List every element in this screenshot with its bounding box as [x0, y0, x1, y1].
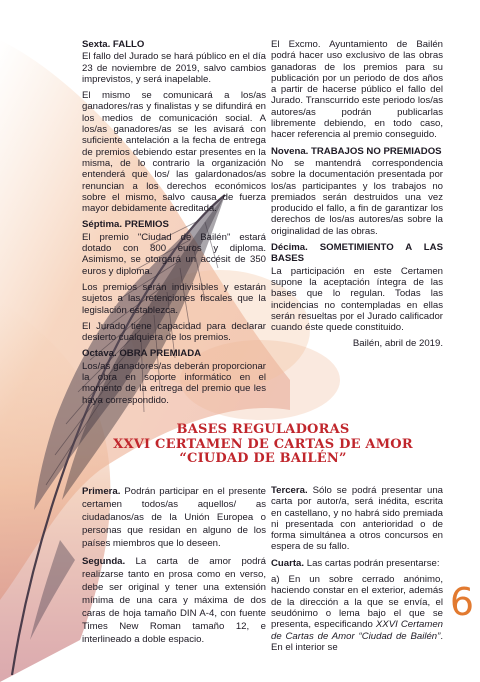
signature-date: Bailén, abril de 2019. — [352, 338, 443, 350]
document-title — [80, 423, 446, 467]
paragraph-tercera — [271, 485, 443, 553]
page-number: 6 — [449, 580, 475, 624]
paragraph-text: . En el interior se — [271, 630, 443, 653]
section-heading-sexta: Sexta. FALLO — [82, 39, 145, 50]
paragraph-text: Sólo se podrá presentar una carta por autor/a, será inédita, escrita en castellano, y no habrá sido premiada ni presentada con anterioridad o de forma simultánea a otros concursos en espera de su fallo. — [271, 485, 443, 553]
paragraph: Los premios serán indivisibles y estarán sujetos a las retenciones fiscales que la legislación establezca. — [82, 281, 266, 316]
paragraph-segunda — [82, 555, 266, 646]
paragraph-text: La carta de amor podrá realizarse tanto en prosa como en verso, debe ser original y tener una extensión mínima de una cara y máxima de dos caras de hoja tamaño DIN A-4, con fuente Times New Roman tamaño 12, e interlineado a doble espacio. — [82, 556, 266, 645]
paragraph: La participación en este Certamen supone la aceptación íntegra de las bases que lo regulan. Todas las incidencias no contempladas en ellas serán resueltas por el Jurado calificador cuando éste quede constituido. — [271, 265, 443, 334]
paragraph: El Jurado tiene capacidad para declarar desierto cualquiera de los premios. — [82, 320, 266, 344]
paragraph-cuarta-a — [271, 574, 443, 653]
title-line-1: BASES REGULADORAS — [176, 422, 350, 437]
paragraph: El mismo se comunicará a los/as ganadores/ras y finalistas y se difundirá en los medios de comunicación social. A los/as ganadores/as se les avisará con suficiente antelación a la fecha de entrega de premios debiendo estar presentes en la misma, de lo contrario la organización entenderá que los/ las galardonados/as renuncian a los derechos económicos sobre el mismo, salvo causa de fuerza mayor debidamente acreditada. — [82, 90, 266, 215]
paragraph-cuarta — [271, 558, 443, 569]
section-heading-decima: Décima. SOMETIMIENTO A LAS BASES — [271, 242, 443, 265]
paragraph: No se mantendrá correspondencia sobre la documentación presentada por los/as participantes y los trabajos no premiados serán destruidos una vez producido el fallo, a fin de garantizar los derechos de los/as autores/as sobre la originalidad de las obras. — [271, 157, 443, 237]
paragraph: Los/as ganadores/as deberán proporcionar la obra en soporte informático en el momento de la entrega del premio que les haya correspondido. — [82, 360, 266, 406]
title-line-2: XXVI CERTAMEN DE CARTAS DE AMOR — [113, 436, 413, 452]
rules-column-top-right — [271, 39, 443, 355]
section-heading-cuarta: Cuarta. — [271, 557, 305, 569]
section-heading-octava: Octava. OBRA PREMIADA — [82, 348, 202, 360]
paragraph: El Excmo. Ayuntamiento de Bailén podrá hacer uso exclusivo de las obras ganadoras de los premios para su publicación por un periodo de dos años a partir de hacerse público el fallo del Jurado. Transcurrido este periodo los/as autores/as podrán publicarlas libremente debiendo, en todo caso, hacer referencia al premio conseguido. — [271, 39, 443, 141]
paragraph: El premio "Ciudad de Bailén" estará dotado con 800 euros y diploma. Asimismo, se otorgará un accésit de 350 euros y diploma. — [82, 231, 266, 277]
rules-column-bottom-right — [271, 485, 443, 658]
paragraph: El fallo del Jurado se hará público en el día 23 de noviembre de 2019, salvo cambios imprevistos, y será inapelable. — [82, 51, 266, 85]
section-heading-novena: Novena. TRABAJOS NO PREMIADOS — [271, 145, 442, 157]
paragraph-text: a) En un sobre cerrado anónimo, haciendo constar en el exterior, además de la dirección a la que se envía, el seudónimo o lema bajo el que se presenta, especificando — [271, 574, 443, 631]
paragraph-primera — [82, 485, 266, 550]
paragraph-text: Las cartas podrán presentarse: — [304, 557, 440, 569]
paragraph-text: Podrán participar en el presente certamen todos/as aquellos/ as ciudadanos/as de la Unión Europea o personas que residan en alguno de los países miembros que lo deseen. — [82, 486, 266, 549]
section-heading-septima: Séptima. PREMIOS — [82, 219, 169, 231]
section-heading-segunda: Segunda. — [82, 556, 126, 567]
rules-column-top-left — [82, 39, 266, 411]
section-heading-primera: Primera. — [82, 486, 121, 497]
title-line-3: “CIUDAD DE BAILÉN” — [179, 451, 347, 466]
section-heading-tercera: Tercera. — [271, 485, 308, 496]
certamen-name-italic: XXVI Certamen de Cartas de Amor “Ciudad de Bailén” — [271, 619, 444, 642]
rules-column-bottom-left — [82, 485, 266, 651]
